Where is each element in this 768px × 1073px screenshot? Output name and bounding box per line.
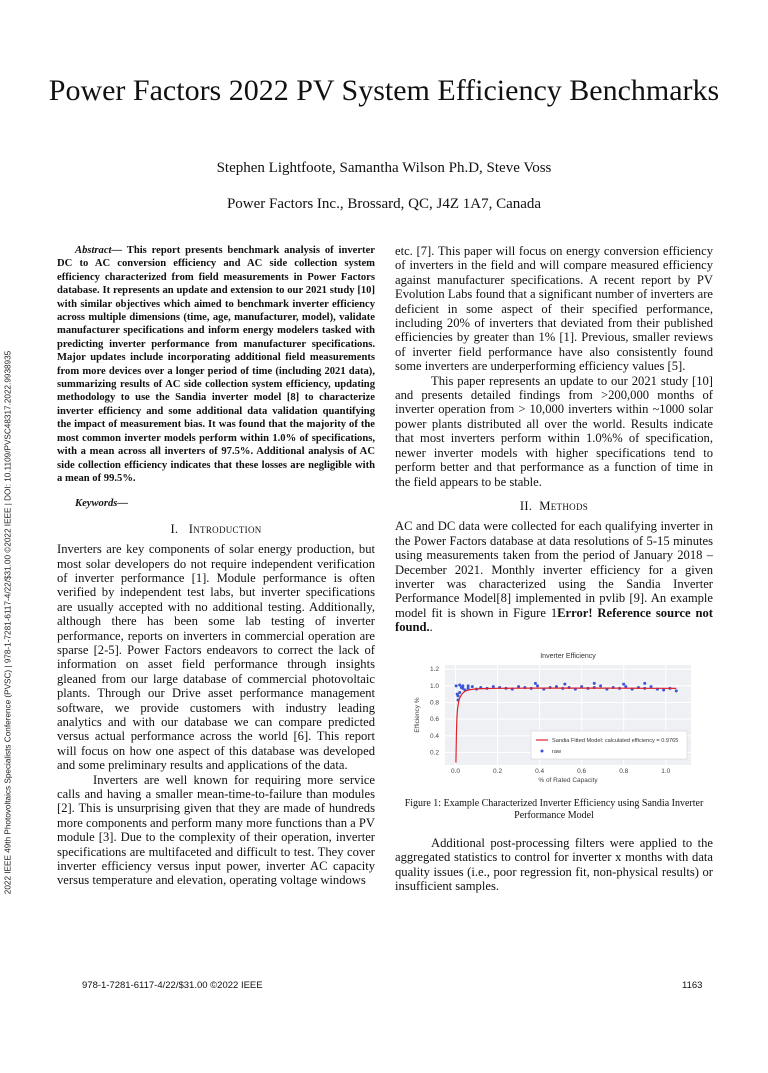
x-tick-label: 0.2 [493,767,503,775]
x-tick-label: 0.0 [450,767,461,775]
legend-raw-swatch [541,749,544,752]
methods-paragraph-1: AC and DC data were collected for each qualifying inverter in the Power Factors database at data resolutions of 5-15 minutes using measurements taken from the period of January 2018 – December 2021. Monthly inverter efficiency for a given inverter was characterized using the Sandia Inverter Performance Model[8] implemented in pvlib [9]. An example model fit is shown in Figure 1Error! Reference source not found.. [395,519,713,635]
y-tick-label: 1.2 [429,665,439,673]
keywords-label: Keywords— [75,498,128,510]
raw-data-point [622,682,625,685]
abstract [57,244,375,485]
intro-paragraph-3: This paper represents an update to our 2021 study [10] and presents detailed findings from >200,000 months of inverter operation from > 10,000 inverters within ~1000 solar power plants distributed all over the world. Results indicate that most inverters perform within 1.0%% of specification, newer inverter models with higher specifications tend to perform better and that performance as a function of time in the field appears to be stable. [395,373,713,489]
raw-data-point [467,684,470,687]
abstract-text: This report presents benchmark analysis of inverter DC to AC conversion efficiency and AC side collection system efficiency characterized from field measurements in Power Factors database. It represents an update and extension to our 2021 study [10] with similar objectives which aimed to benchmark inverter efficiency across multiple dimensions (time, age, manufacturer, model), validate manufacturer specifications and inform energy modelers tasked with predicting inverter performance from manufacturer specifications. Major updates include incorporating additional field measurements from more devices over a longer period of time (including 2021 data), summarizing results of AC side collection system efficiency, updating methodology to use the Sandia inverter model [8] to characterize inverter efficiency and some additional data validation quantifying the impact of measurement bias. It was found that the majority of the most common inverter models perform within 1.0% of specifications, with a mean across all inverters of 97.5%. Additional analysis of AC side collection efficiency indicates that these losses are negligible with a mean of 99.5%. [57,245,375,484]
raw-data-point [599,684,602,687]
raw-data-point [458,683,461,686]
reference-error: Error! Reference source not found. [395,605,713,635]
raw-data-point [643,681,646,684]
raw-data-point [536,684,539,687]
x-tick-label: 0.6 [577,767,587,775]
section-heading-methods: II. Methods [519,498,589,513]
intro-paragraph-1: Inverters are key components of solar energy production, but most solar developers do not require independent verification of inverter performance [1]. Module performance is often verified by independent test labs, but inverter specifications are usually accepted with no additional testing. Additionally, although there has been some lab testing of inverter performance, reports on inverters in commercial operation are sparse [2-5]. Power Factors endeavors to correct the lack of information on asset field performance through insights gleaned from our large database of commercial photovoltaic plants. Through our Drive asset performance management software, we provide customers with industry leading analytics and with our database we can compare predicted versus actual performance across the world [6]. This report will focus on how one aspect of this database was developed and some preliminary results and applications of the data. [57,542,375,773]
y-tick-label: 0.2 [429,749,439,757]
side-citation: 2022 IEEE 49th Photovoltaics Specialists Conference (PVSC) | 978-1-7281-6117-4/22/$31.00 ©2022 IEEE | DOI: 10.1109/PVSC48317.2022.9938935 [3,350,13,895]
right-column [395,244,713,894]
raw-data-point [593,681,596,684]
methods-paragraph-2: Additional post-processing filters were applied to the aggregated statistics to control for inverter x months with data quality issues (i.e., poor regression fit, non-physical results) or insufficient samples. [395,835,713,894]
intro-paragraph-2: Inverters are well known for requiring more service calls and having a smaller mean-time-to-failure than modules [2]. This is unsurprising given that they are made of hundreds more components and perform many more functions than a PV module [3]. Due to the complexity of their operation, inverter specifications are multifaceted and difficult to test. They cover inverter efficiency versus input power, inverter AC capacity versus temperature and elevation, operating voltage windows [57,772,375,888]
y-tick-label: 1.0 [429,682,439,690]
left-column [57,244,375,888]
y-axis-label: Efficiency % [414,696,421,733]
x-tick-label: 1.0 [661,767,671,775]
abstract-label: Abstract— [75,245,123,256]
raw-data-point [662,688,665,691]
raw-data-point [675,689,678,692]
raw-data-point [492,685,495,688]
efficiency-chart [395,643,713,791]
raw-data-point [563,682,566,685]
raw-data-point [455,684,458,687]
figure-caption: Figure 1: Example Characterized Inverter Efficiency using Sandia Inverter Performance Model [404,797,704,821]
raw-data-point [457,694,460,697]
raw-data-point [458,691,461,694]
y-tick-label: 0.4 [429,732,439,740]
x-tick-label: 0.4 [535,767,545,775]
raw-data-point [534,681,537,684]
x-tick-label: 0.8 [619,767,629,775]
legend-fit-label: Sandia Fitted Model: calculated efficiency = 0.9765 [552,737,679,744]
intro-paragraph-2-continued: etc. [7]. This paper will focus on energy conversion efficiency of inverters in the field and will compare measured efficiency against manufacturer specifications. A recent report by PV Evolution Labs found that a significant number of inverters are deficient in some aspect of their specified performance, including 20% of inverters that deviated from their published efficiencies by greater than 1% [1]. Previous, smaller reviews of inverter field performance have also consistently found some inverters are underperforming efficiency values [5]. [395,244,713,374]
authors: Stephen Lightfoote, Samantha Wilson Ph.D, Steve Voss [216,160,552,176]
page-number: 1163 [682,980,703,991]
raw-data-point [461,686,464,689]
legend-raw-label: raw [552,748,562,755]
affiliation: Power Factors Inc., Brossard, QC, J4Z 1A7, Canada [226,196,542,212]
y-tick-label: 0.6 [429,715,439,723]
section-heading-introduction: I. Introduction [170,521,262,536]
y-tick-label: 0.8 [429,699,439,707]
figure-1 [395,643,713,794]
footer-copyright: 978-1-7281-6117-4/22/$31.00 ©2022 IEEE [82,980,263,991]
x-axis-label: % of Rated Capacity [538,776,598,784]
raw-data-point [471,685,474,688]
chart-title: Inverter Efficiency [540,652,596,660]
paper-title: Power Factors 2022 PV System Efficiency Benchmarks [48,74,720,107]
